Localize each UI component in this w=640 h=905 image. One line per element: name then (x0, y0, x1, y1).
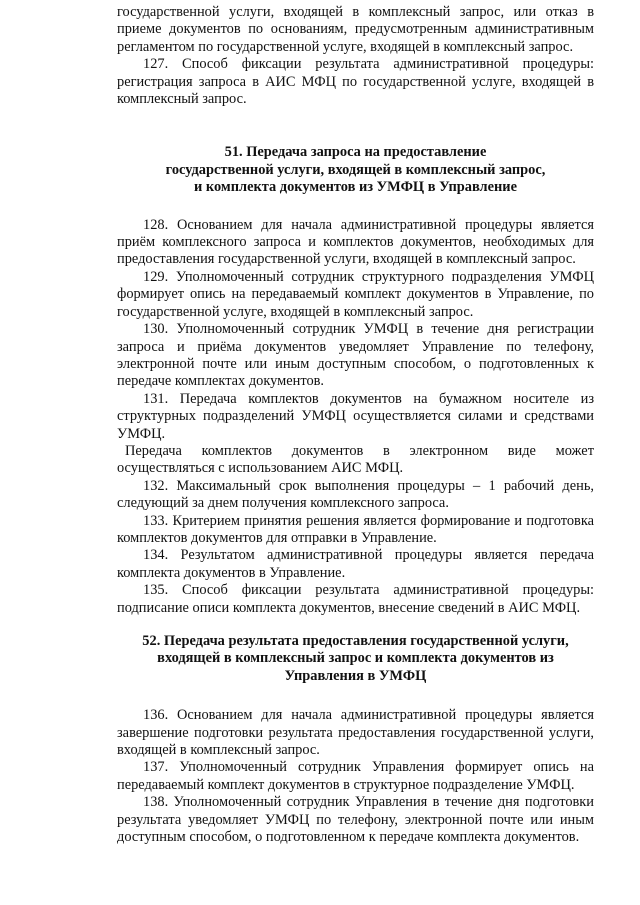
section-51-heading-line1: 51. Передача запроса на предоставление (224, 144, 487, 161)
paragraph-129: 129. Уполномоченный сотрудник структурного подразделения УМФЦ формирует опись на передаваемый комплект документов в Управление, по государственной услуге, входящей в комплексный запрос. (117, 268, 594, 320)
paragraph-135: 135. Способ фиксации результата административной процедуры: подписание описи комплекта документов, внесение сведений в АИС МФЦ. (117, 582, 594, 616)
paragraph-continued: государственной услуги, входящей в комплексный запрос, или отказ в приеме документов по основаниям, предусмотренным административным регламентом по государственной услуге, входящей в комплексный запрос. (117, 4, 594, 55)
section-52-heading-line1: 52. Передача результата предоставления государственной услуги, (142, 633, 569, 649)
paragraph-133: 133. Критерием принятия решения является формирование и подготовка комплектов документов для отправки в Управление. (117, 512, 594, 546)
paragraph-136: 136. Основанием для начала административной процедуры является завершение подготовки результата предоставления государственной услуги, входящей в комплексный запрос. (117, 707, 594, 759)
paragraph-134: 134. Результатом административной процедуры является передача комплекта документов в Управление. (117, 547, 594, 581)
section-51-heading-line2: государственной услуги, входящей в комплексный запрос, (165, 161, 546, 178)
section-51-heading (117, 144, 594, 196)
spacer (117, 685, 594, 707)
spacer (117, 197, 594, 217)
paragraph-131: 131. Передача комплектов документов на бумажном носителе из структурных подразделений УМФЦ осуществляется силами и средствами УМФЦ. (117, 390, 594, 442)
paragraph-138: 138. Уполномоченный сотрудник Управления в течение дня подготовки результата уведомляет УМФЦ по телефону, электронной почте или иным доступным способом, о подготовленном к передаче комплекта документов. (117, 794, 594, 846)
spacer (117, 108, 594, 144)
paragraph-130: 130. Уполномоченный сотрудник УМФЦ в течение дня регистрации запроса и приёма документов уведомляет Управление по телефону, электронной почте или иным доступным способом, о подготовленных к передаче комплектах документов. (117, 321, 594, 390)
paragraph-131-continued: Передача комплектов документов в электронном виде может осуществляться с использованием АИС МФЦ. (117, 442, 594, 477)
section-51-heading-line3: и комплекта документов из УМФЦ в Управление (194, 179, 517, 196)
section-52-heading (117, 633, 594, 685)
section-52-heading-line3: Управления в УМФЦ (284, 667, 427, 684)
paragraph-127: 127. Способ фиксации результата административной процедуры: регистрация запроса в АИС МФЦ по государственной услуге, входящей в комплексный запрос. (117, 56, 594, 108)
paragraph-132: 132. Максимальный срок выполнения процедуры – 1 рабочий день, следующий за днем получения комплексного запроса. (117, 477, 594, 512)
paragraph-137: 137. Уполномоченный сотрудник Управления формирует опись на передаваемый комплект документов в структурное подразделение УМФЦ. (117, 759, 594, 793)
spacer (117, 617, 594, 633)
paragraph-128: 128. Основанием для начала административной процедуры является приём комплексного запроса и комплектов документов, необходимых для предоставления государственной услуги, входящей в комплексный запрос. (117, 216, 594, 268)
section-52-heading-line2: входящей в комплексный запрос и комплекта документов из (157, 650, 554, 667)
